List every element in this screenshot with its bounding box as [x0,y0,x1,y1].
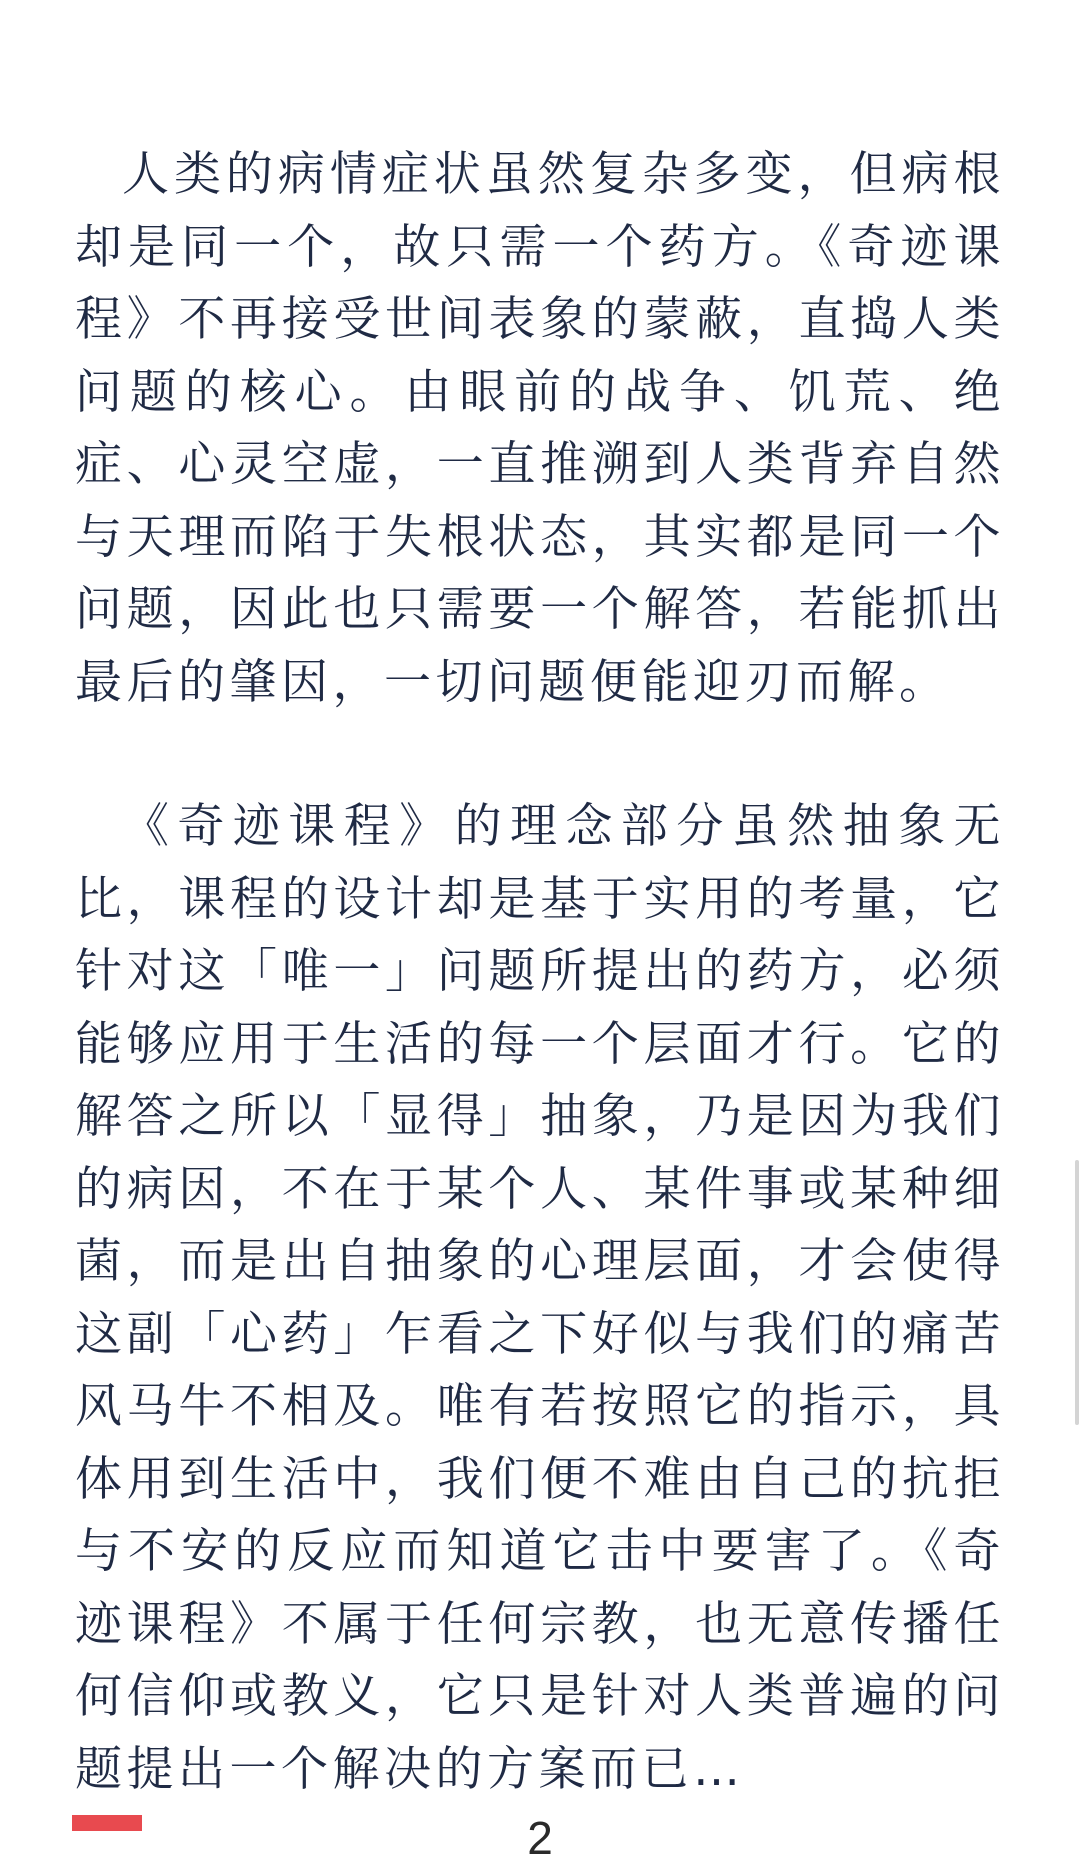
page-number: 2 [527,1812,553,1864]
footer-accent-bar [72,1815,142,1831]
vertical-scrollbar[interactable] [1075,1160,1079,1425]
article-paragraph-1: 人类的病情症状虽然复杂多变，但病根却是同一个，故只需一个药方。《奇迹课程》不再接受世间表象的蒙蔽，直捣人类问题的核心。由眼前的战争、饥荒、绝症、心灵空虚，一直推溯到人类背弃自然与天理而陷于失根状态，其实都是同一个问题，因此也只需要一个解答，若能抓出最后的肇因，一切问题便能迎刃而解。 [75,147,1005,710]
article-paragraph-2: 《奇迹课程》的理念部分虽然抽象无比，课程的设计却是基于实用的考量，它针对这「唯一」问题所提出的药方，必须能够应用于生活的每一个层面才行。它的解答之所以「显得」抽象，乃是因为我们的病因，不在于某个人、某件事或某种细菌，而是出自抽象的心理层面，才会使得这副「心药」乍看之下好似与我们的痛苦风马牛不相及。唯有若按照它的指示，具体用到生活中，我们便不难由自己的抗拒与不安的反应而知道它击中要害了。《奇迹课程》不属于任何宗教，也无意传播任何信仰或教义，它只是针对人类普遍的问题提出一个解决的方案而已… [75,799,1005,1797]
